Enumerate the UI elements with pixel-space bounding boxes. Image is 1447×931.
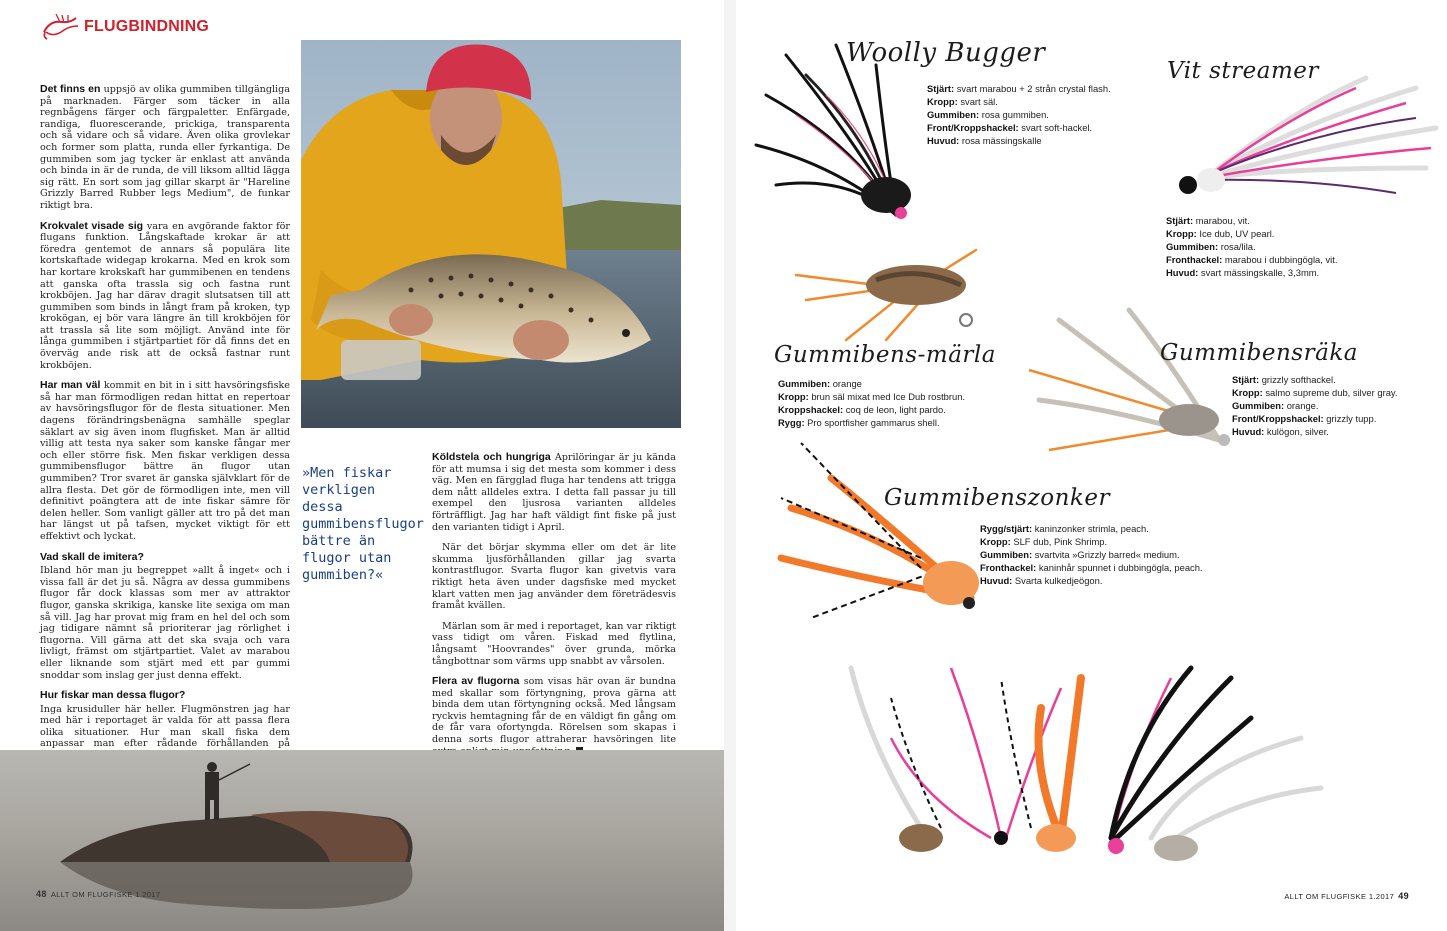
magazine-title: ALLT OM FLUGFISKE 1.2017 (50, 890, 161, 899)
fly-collection-image (831, 648, 1331, 868)
section-header (40, 12, 209, 42)
fly-recipe: Stjärt: marabou, vit. Kropp: Ice dub, UV pearl. Gummiben: rosa/lila. Fronthackel: marabou i dubbingögla, vit. Huvud: svart mässingskalle, 3,3mm. (1166, 215, 1338, 278)
fly-recipe: Stjärt: svart marabou + 2 strån crystal flash. Kropp: svart säl. Gummiben: rosa gummiben. Front/Kroppshackel: svart soft-hackel. Huvud: rosa mässingskalle (927, 83, 1111, 146)
paragraph: Flera av flugorna som visas här ovan är bundna med skallar som förtyngning, prova gärna att binda dem utan förtyngning också. Med långsam ryckvis hemtagning får de en väldigt fin gång om de får vara ofortyngda. Rörelsen som skapas i denna sorts flugor attraherar havsöringen lite (432, 676, 676, 757)
white-streamer-fly-image (1166, 68, 1441, 208)
paragraph: Köldstela och hungriga Aprilöringar är ju kända för att mumsa i sig det mesta som kommer i dess väg. Men en färgglad fluga har tendens att trigga dem nått alldeles extra. I detta fall passar ju till exempel den ljusrosa varianten alldeles förträffligt. Jag har haft väldigt fint fiske på just den varianten tidigt i April. (432, 451, 676, 533)
angler-with-trout-photo (301, 40, 681, 428)
gammarus-fly-image (786, 245, 986, 345)
angler-on-rock-photo (0, 750, 724, 931)
fly-recipe: Stjärt: grizzly softhackel. Kropp: salmo supreme dub, silver gray. Gummiben: orange. Front/Kroppshackel: grizzly tupp. Huvud: kulögon, silver. (1232, 374, 1398, 437)
fly-title: Vit streamer (1167, 58, 1319, 84)
subheading: Vad skall de imitera? (40, 550, 144, 563)
fly-title: Gummibensräka (1160, 340, 1358, 366)
spine-gutter (724, 0, 736, 931)
magazine-title: ALLT OM FLUGFISKE 1.2017 (1284, 892, 1395, 901)
folio-left (36, 889, 161, 899)
article-column-3 (432, 452, 676, 766)
subsection: Hur fiskar man dessa flugor? Inga krusiduller här heller. Flugmönstren jag har med här i reportaget är valda för att passa flera olika situationer. Hur man skall fiska dem anpassar man efter rådande förhållanden på (40, 689, 290, 750)
article-column-1 (40, 84, 290, 794)
fly-title: Gummibenszonker (884, 485, 1110, 511)
paragraph: När det börjar skymma eller om det är lite skumma ljusförhållanden gillar jag svarta kontrastflugor. Svarta flugor kan givetvis vara riktigt heta även under dagsfiske med mycket klart vatten men jag använder dem företrädesvis framåt kvällen. (432, 542, 676, 612)
fly-title: Gummibens-märla (774, 342, 996, 368)
shrimp-fly-image (1019, 300, 1259, 460)
paragraph: Märlan som är med i reportaget, kan var riktigt vass tidigt om våren. Fiskad med flytlina, långsamt "Hoovrandes" över grunda, mörka tångbottnar som värms upp snabbt av vårsolen. (432, 620, 676, 667)
paragraph: Det finns en uppsjö av olika gummiben tillgängliga på marknaden. Färger som täcker in alla regnbågens färger och färgpaletter. Enfärgade, randiga, fluorescerande, prickiga, transparenta och så vidare och så vidare. Även olika grovlekar och former som platta, runda eller fyrkantiga. De gummiben som jag tycker är enklast att använda och binda in är de runda, de vill liksom alltid lägga sig rätt. En sort som jag gillar skarpt är "Hareline Grizzly Barred Rubber legs Medium", de funkar riktigt bra. (40, 83, 290, 211)
subheading: Hur fiskar man dessa flugor? (40, 689, 186, 702)
section-label: FLUGBINDNING (84, 18, 210, 35)
paragraph: Har man väl kommit en bit in i sitt havsöringsfiske så har man förmodligen redan hittat en repertoar av havsöringsflugor för de flesta situationer. Men dagens förändringsbenägna samhälle speglar säklart av sig även inom flugfisket. Man är alltid villig att testa nya saker som kanske fångar mer och eller större fisk. Men fiskar verkligen dessa gummibensflugor bättre än flugor utan gummiben? Tror svaret är ganska självklart för de allra flesta. Det gör de förmodligen inte, men vill definitivt poängtera att de inte fiskar sämre för delen heller. Som vanligt gäller att tro på det man har längst ut på tafsen, mycket viktigt för ett effektivt och lyckat. (40, 379, 290, 542)
paragraph: Krokvalet visade sig vara en avgörande faktor för flugans funktion. Långskaftade krokar är att föredra gentemot de annars så populära lite kortskaftade widegap krokarna. Med en krok som har kortare krokskaft har gummibenen en tendens att ganska ofta trassla sig och fastna runt krokböjen. Jag har därav dragit slutsatsen till att gummiben som binds in långt fram på kroken, typ krokögan, ej bör vara längre än till krokböjen för att trassla så lite som möjligt. Använd inte för långa gummiben i stjärtpartiet för då finns det en överväg ande risk att de också fastnar runt krokböjen. (40, 219, 290, 371)
fly-logo-icon (40, 12, 80, 42)
right-page (736, 0, 1447, 931)
pull-quote: »Men fiskar verkligen dessa gummibensflugor bättre än flugor utan gummiben?« (302, 465, 424, 583)
zonker-fly-image (771, 438, 981, 618)
page-number: 48 (36, 889, 47, 899)
fly-title: Woolly Bugger (846, 38, 1046, 68)
subsection: Vad skall de imitera? Ibland hör man ju begreppet »allt å inget« och i vissa fall är det ju så. Några av dessa gummibens flugor får dock klassas som mer av attraktor flugor, ganska skrikiga, kanske lite sexiga om man så vill. Jag har provat mig fram en hel del och som jag tidigare nämnt så prioriterar jag rörlighet i flugorna. Vill gärna att det ska svaja och vara livligt, främst om stjärtpartiet. Valet av marabou eller liknande som stjärt med ett par gummi snoddar som inslag ger just denna effekt. (40, 550, 290, 681)
page-number: 49 (1398, 891, 1409, 901)
fly-recipe: Rygg/stjärt: kaninzonker strimla, peach. Kropp: SLF dub, Pink Shrimp. Gummiben: svartvita »Grizzly barred« medium. Fronthackel: kaninhår spunnet i dubbingögla, peach. Huvud: Svarta kulkedjeögon. (980, 523, 1203, 586)
fly-recipe: Gummiben: orange Kropp: brun säl mixat med Ice Dub rostbrun. Kroppshackel: coq de leon, light pardo. Rygg: Pro sportfisher gammarus shell. (778, 378, 966, 428)
folio-right (1284, 891, 1409, 901)
